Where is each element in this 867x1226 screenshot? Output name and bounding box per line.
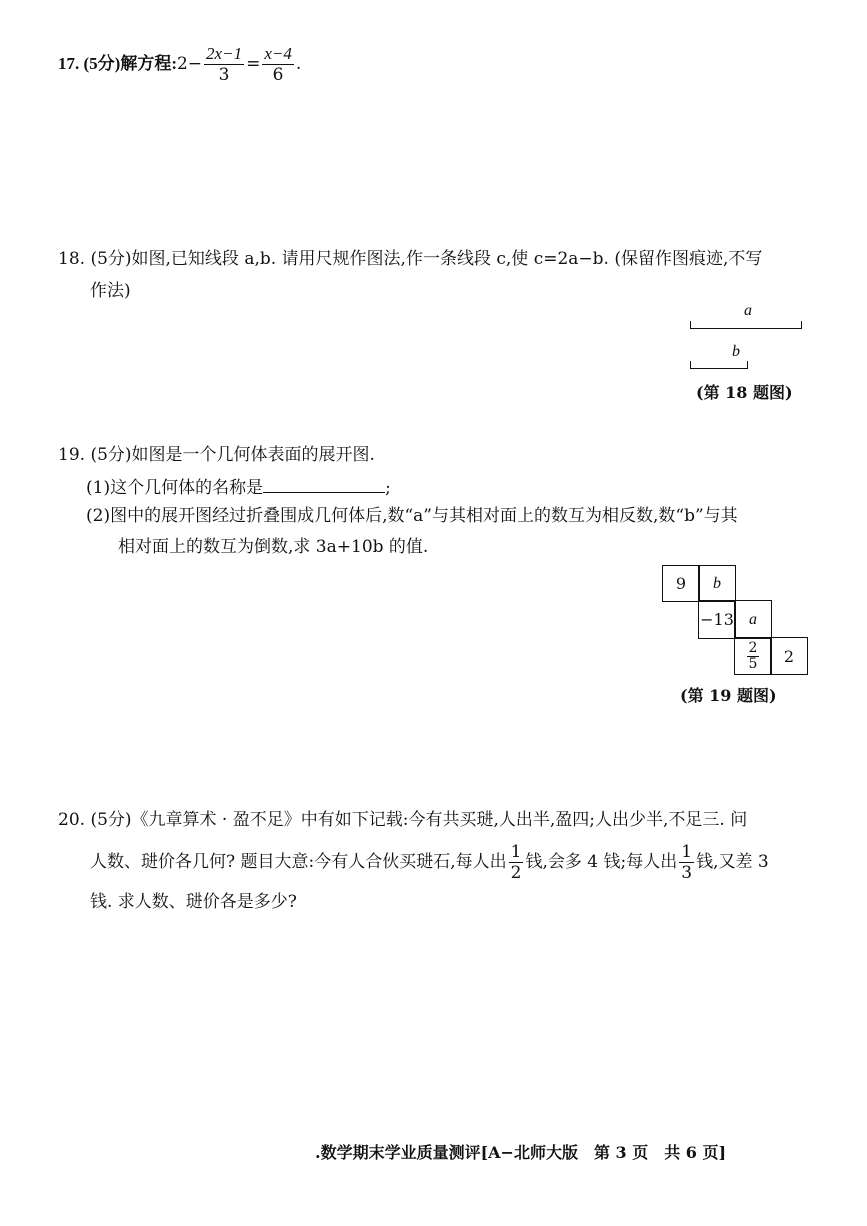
segment-a <box>690 328 802 329</box>
sub-1-end: ; <box>385 478 391 498</box>
q17-equals: = <box>246 54 261 74</box>
sub-1-text: (1)这个几何体的名称是 <box>86 478 264 498</box>
net-cell-a: a <box>734 600 772 639</box>
net-cell-neg13: −13 <box>698 600 736 639</box>
segment-a-label: a <box>744 302 752 319</box>
q17-frac2-denominator: 6 <box>272 65 284 85</box>
question-18-line-1: 18. (5分)如图,已知线段 a,b. 请用尺规作图法,作一条线段 c,使 c=2a−b. (保留作图痕迹,不写 <box>58 249 763 269</box>
line-2-part-a: 人数、琎价各几何? 题目大意:今有人合伙买琎石,每人出 <box>90 852 507 872</box>
segment-b-end-tick <box>747 361 748 369</box>
question-19-sub-2-line-2: 相对面上的数互为倒数,求 3a+10b 的值. <box>118 537 429 557</box>
net-fraction-denominator: 5 <box>748 655 758 672</box>
fraction-one-third <box>679 842 694 883</box>
q17-constant: 2− <box>176 54 203 74</box>
question-19-sub-2-line-1: (2)图中的展开图经过折叠围成几何体后,数“a”与其相对面上的数互为相反数,数“b”与其 <box>86 506 738 526</box>
q17-period: . <box>295 54 302 74</box>
question-17 <box>58 44 301 85</box>
net-cell-9: 9 <box>662 565 700 602</box>
question-20-line-2 <box>90 842 769 883</box>
net-cell-2: 2 <box>770 637 808 675</box>
fraction-one-half <box>509 842 524 883</box>
q17-frac1-denominator: 3 <box>218 65 230 85</box>
q17-frac1-numerator: 2x−1 <box>206 44 243 63</box>
figure-19-cube-net <box>660 565 810 710</box>
question-19-sub-1 <box>86 474 391 500</box>
segment-a-end-tick <box>801 321 802 329</box>
net-cell-b: b <box>698 565 736 602</box>
segment-a-start-tick <box>690 321 691 329</box>
question-20-line-3: 钱. 求人数、琎价各是多少? <box>90 892 297 912</box>
figure-18-caption: (第 18 题图) <box>696 383 793 402</box>
segment-b-label: b <box>732 343 740 360</box>
net-fraction <box>747 641 760 672</box>
q17-fraction-right <box>262 44 294 85</box>
line-2-part-b: 钱,会多 4 钱;每人出 <box>525 852 678 872</box>
one-third-denominator: 3 <box>681 863 693 883</box>
question-17-label: 17. (5分)解方程: <box>58 54 177 73</box>
figure-18 <box>680 300 810 410</box>
one-half-numerator: 1 <box>510 842 522 862</box>
one-half-denominator: 2 <box>510 863 522 883</box>
figure-19-caption: (第 19 题图) <box>680 686 777 705</box>
one-third-numerator: 1 <box>681 842 693 862</box>
q17-frac2-numerator: x−4 <box>264 44 292 63</box>
question-20-line-1: 20. (5分)《九章算术 · 盈不足》中有如下记载:今有共买琎,人出半,盈四;人出少半,不足三. 问 <box>58 810 748 830</box>
answer-blank[interactable] <box>263 474 385 493</box>
segment-b <box>690 368 748 369</box>
net-cell-two-fifths <box>734 637 772 675</box>
page-footer: .数学期末学业质量测评[A−北师大版 第 3 页 共 6 页] <box>315 1143 727 1162</box>
line-2-part-c: 钱,又差 3 <box>696 852 769 872</box>
net-fraction-numerator: 2 <box>748 639 758 656</box>
question-18-line-2: 作法) <box>90 281 131 301</box>
question-19-line-1: 19. (5分)如图是一个几何体表面的展开图. <box>58 445 375 465</box>
q17-fraction-left <box>204 44 244 85</box>
segment-b-start-tick <box>690 361 691 369</box>
